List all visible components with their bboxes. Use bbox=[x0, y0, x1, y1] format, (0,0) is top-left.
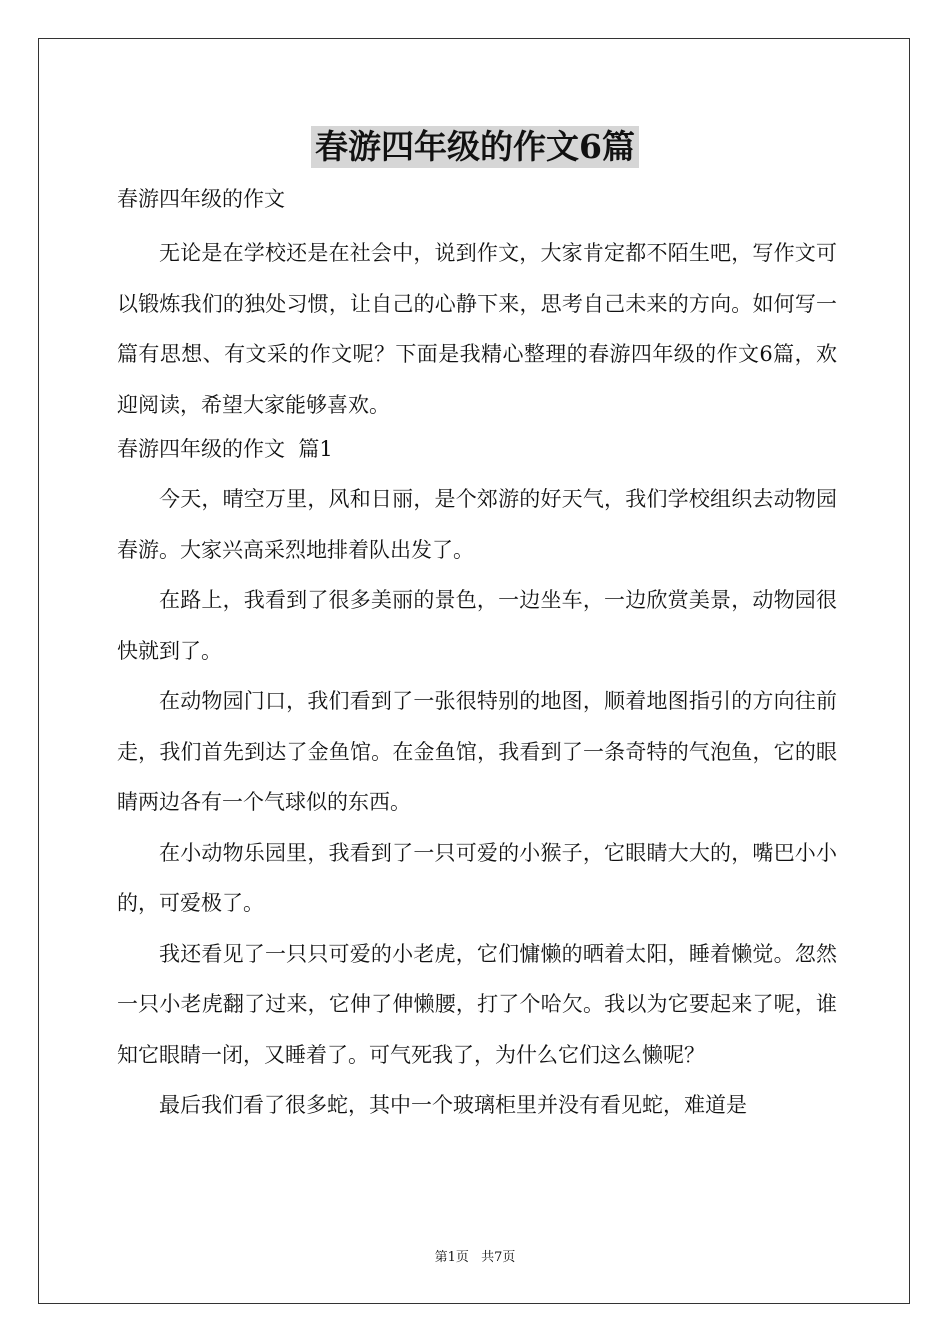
paragraph: 在路上，我看到了很多美丽的景色，一边坐车，一边欣赏美景，动物园很快就到了。 bbox=[117, 588, 837, 663]
paragraph: 今天，晴空万里，风和日丽，是个郊游的好天气，我们学校组织去动物园春游。大家兴高采烈地排着队出发了。 bbox=[117, 487, 837, 562]
intro-paragraph: 无论是在学校还是在社会中，说到作文，大家肯定都不陌生吧，写作文可以锻炼我们的独处习惯，让自己的心静下来，思考自己未来的方向。如何写一篇有思想、有文采的作文呢？下面是我精心整理的春游四年级的作文6篇，欢迎阅读，希望大家能够喜欢。 bbox=[117, 241, 837, 417]
page-number: 第1页 bbox=[434, 1250, 469, 1265]
page-footer bbox=[0, 1246, 950, 1265]
paragraph: 最后我们看了很多蛇，其中一个玻璃柜里并没有看见蛇，难道是 bbox=[159, 1093, 747, 1117]
document-title: 春游四年级的作文6篇 bbox=[311, 126, 639, 168]
page-total: 共7页 bbox=[481, 1250, 516, 1265]
document-body bbox=[117, 180, 837, 1131]
paragraph: 在小动物乐园里，我看到了一只可爱的小猴子，它眼睛大大的，嘴巴小小的，可爱极了。 bbox=[117, 840, 837, 915]
title-container bbox=[0, 126, 950, 168]
subtitle: 春游四年级的作文 bbox=[117, 187, 285, 211]
paragraph: 我还看见了一只只可爱的小老虎，它们慵懒的晒着太阳，睡着懒觉。忽然一只小老虎翻了过来，它伸了伸懒腰，打了个哈欠。我以为它要起来了呢，谁知它眼睛一闭，又睡着了。可气死我了，为什么它们这么懒呢？ bbox=[117, 941, 837, 1067]
section-heading: 春游四年级的作文 篇1 bbox=[117, 437, 333, 461]
paragraph: 在动物园门口，我们看到了一张很特别的地图，顺着地图指引的方向往前走，我们首先到达了金鱼馆。在金鱼馆，我看到了一条奇特的气泡鱼，它的眼睛两边各有一个气球似的东西。 bbox=[117, 689, 837, 814]
